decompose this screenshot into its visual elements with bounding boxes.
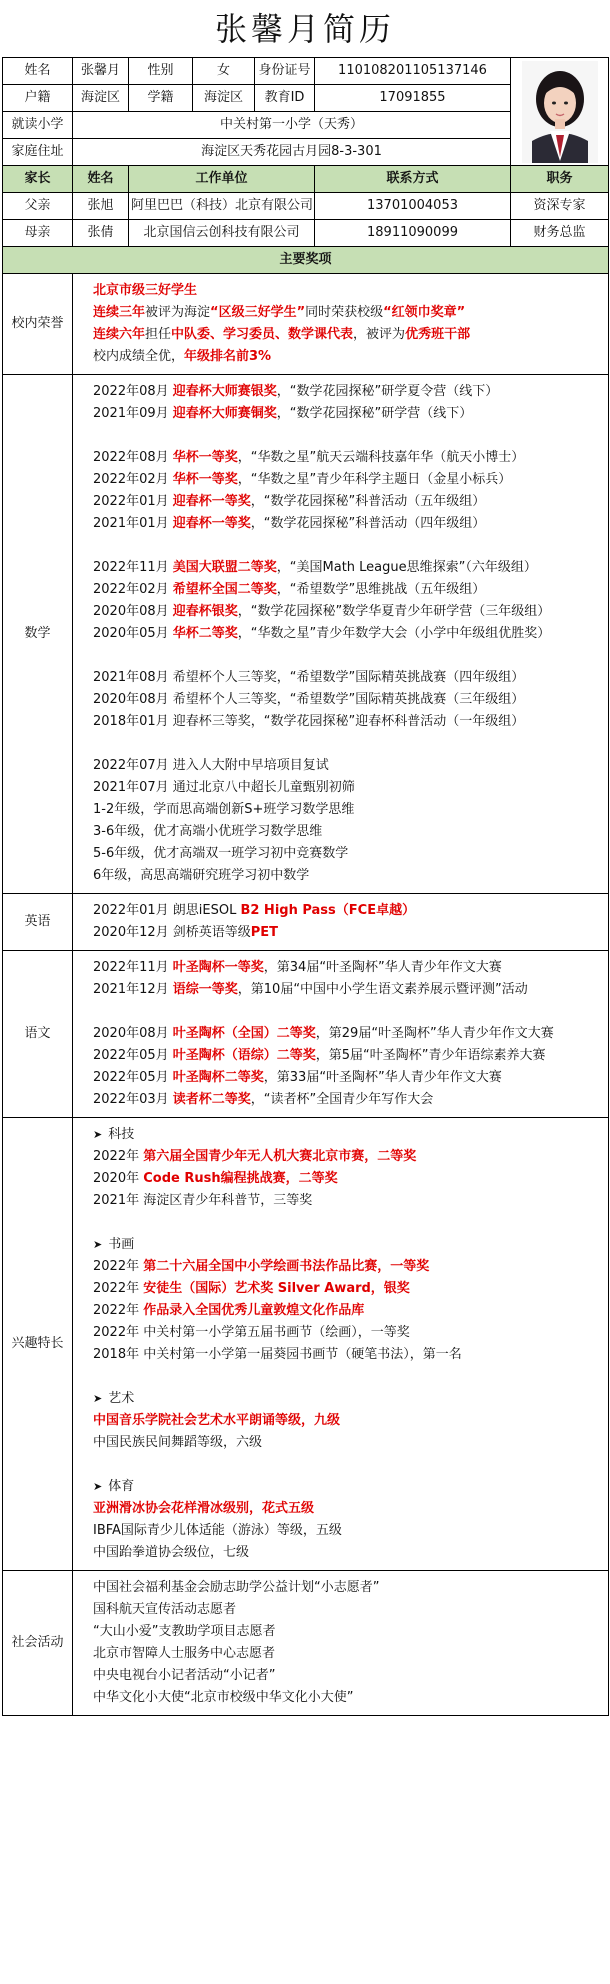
highlight-text: 华杯一等奖: [172, 450, 238, 465]
basic-row-1: [3, 58, 609, 85]
award-line: [93, 579, 604, 601]
highlight-text: 中队委、学习委员、数学课代表: [171, 327, 354, 342]
text: 被评为海淀: [145, 305, 211, 320]
section-content: [73, 951, 609, 1118]
award-line: [93, 1234, 604, 1256]
text: 担任: [145, 327, 172, 342]
text: 2022年 中关村第一小学第五届书画节（绘画），一等奖: [93, 1325, 410, 1340]
family-header: 工作单位: [129, 166, 315, 193]
award-line: [93, 1322, 604, 1344]
section-content: [73, 375, 609, 894]
section-row: [3, 951, 609, 1118]
text: 2022年03月: [93, 1092, 173, 1107]
text: 2022年01月 朗思iESOL: [93, 903, 241, 918]
award-line: [93, 821, 604, 843]
highlight-text: 叶圣陶杯二等奖: [172, 1070, 264, 1085]
text: 2021年01月: [93, 516, 173, 531]
parent-name: 张倩: [73, 220, 129, 247]
spacer: [93, 1212, 604, 1234]
text: 2021年12月: [93, 982, 173, 997]
award-line: [93, 1023, 604, 1045]
award-line: [93, 865, 604, 887]
text: ，“华数之星”青少年数学大会（小学中年级组优胜奖）: [237, 626, 551, 641]
text: 同时荣获校级: [305, 305, 384, 320]
award-line: [93, 280, 604, 302]
text: ，第33届“叶圣陶杯”华人青少年作文大赛: [263, 1070, 502, 1085]
family-header: 姓名: [73, 166, 129, 193]
text: 中国社会福利基金会励志助学公益计划“小志愿者”: [93, 1580, 380, 1595]
text: 国科航天宣传活动志愿者: [93, 1602, 237, 1617]
text: 2022年08月: [93, 450, 173, 465]
section-row: [3, 274, 609, 375]
award-sections: [3, 274, 609, 1716]
awards-header-row: [3, 247, 609, 274]
text: 2021年 海淀区青少年科普节，三等奖: [93, 1193, 313, 1208]
award-line: [93, 1643, 604, 1665]
address-value: 海淀区天秀花园古月园8-3-301: [73, 139, 511, 166]
text: ，“数学花园探秘”研学营（线下）: [276, 406, 473, 421]
highlight-text: 迎春杯大师赛铜奖: [172, 406, 277, 421]
section-content: [73, 274, 609, 375]
highlight-text: 第六届全国青少年无人机大赛北京市赛，二等奖: [143, 1149, 417, 1164]
text: 中国跆拳道协会级位，七级: [93, 1545, 250, 1560]
text: 2021年08月 希望杯个人三等奖，“希望数学”国际精英挑战赛（四年级组）: [93, 670, 525, 685]
hukou-label: 户籍: [3, 85, 73, 112]
text: 2022年: [93, 1259, 144, 1274]
text: ，“华数之星”航天云端科技嘉年华（航天小博士）: [237, 450, 525, 465]
text: 2022年: [93, 1303, 144, 1318]
section-label: 英语: [3, 894, 73, 951]
highlight-text: 中国音乐学院社会艺术水平朗诵等级，九级: [93, 1413, 341, 1428]
text: 2020年08月: [93, 1026, 173, 1041]
award-line: [93, 1300, 604, 1322]
text: ，第10届“中国中小学生语文素养展示暨评测”活动: [237, 982, 528, 997]
xueji-label: 学籍: [129, 85, 193, 112]
text: 2020年12月 剑桥英语等级: [93, 925, 251, 940]
award-line: [93, 1256, 604, 1278]
award-line: [93, 601, 604, 623]
award-line: [93, 1520, 604, 1542]
highlight-text: 迎春杯大师赛银奖: [172, 384, 277, 399]
highlight-text: 亚洲滑冰协会花样滑冰级别，花式五级: [93, 1501, 315, 1516]
award-line: [93, 1045, 604, 1067]
id-value: 110108201105137146: [315, 58, 511, 85]
text: 2021年07月 通过北京八中超长儿童甄别初筛: [93, 780, 355, 795]
xueji-value: 海淀区: [193, 85, 255, 112]
id-label: 身份证号: [255, 58, 315, 85]
school-value: 中关村第一小学（天秀）: [73, 112, 511, 139]
text: 2022年05月: [93, 1048, 173, 1063]
highlight-text: Code Rush编程挑战赛，二等奖: [143, 1171, 338, 1186]
section-row: [3, 1571, 609, 1716]
relation: 父亲: [3, 193, 73, 220]
text: 2020年05月: [93, 626, 173, 641]
section-row: [3, 1118, 609, 1571]
phone: 18911090099: [315, 220, 511, 247]
award-line: [93, 469, 604, 491]
award-line: [93, 667, 604, 689]
job-title: 财务总监: [511, 220, 609, 247]
award-line: [93, 1388, 604, 1410]
family-row: [3, 220, 609, 247]
spacer: [93, 425, 604, 447]
subsection-heading: 体育: [108, 1479, 135, 1494]
award-line: [93, 957, 604, 979]
text: ，“数学花园探秘”科普活动（五年级组）: [250, 494, 486, 509]
highlight-text: 美国大联盟二等奖: [172, 560, 277, 575]
spacer: [93, 645, 604, 667]
text: 中央电视台小记者活动“小记者”: [93, 1668, 276, 1683]
employer: 阿里巴巴（科技）北京有限公司: [129, 193, 315, 220]
spacer: [93, 535, 604, 557]
award-line: [93, 1432, 604, 1454]
award-line: [93, 979, 604, 1001]
award-line: [93, 557, 604, 579]
text: ，“美国Math League思维探索”（六年级组）: [276, 560, 537, 575]
award-line: [93, 843, 604, 865]
gender-value: 女: [193, 58, 255, 85]
employer: 北京国信云创科技有限公司: [129, 220, 315, 247]
award-line: [93, 491, 604, 513]
school-label: 就读小学: [3, 112, 73, 139]
highlight-text: 优秀班干部: [405, 327, 471, 342]
highlight-text: 叶圣陶杯一等奖: [172, 960, 264, 975]
spacer: [93, 1001, 604, 1023]
section-label: 校内荣誉: [3, 274, 73, 375]
highlight-text: 北京市级三好学生: [93, 283, 198, 298]
awards-header: 主要奖项: [3, 247, 609, 274]
award-line: [93, 1621, 604, 1643]
text: 2018年01月 迎春杯三等奖，“数学花园探秘”迎春杯科普活动（一年级组）: [93, 714, 525, 729]
highlight-text: 迎春杯一等奖: [172, 494, 251, 509]
text: 6年级，高思高端研究班学习初中数学: [93, 868, 310, 883]
award-line: [93, 1599, 604, 1621]
award-line: [93, 1278, 604, 1300]
text: 2022年02月: [93, 582, 173, 597]
text: 2020年08月: [93, 604, 173, 619]
award-line: [93, 1476, 604, 1498]
subsection-heading: 艺术: [108, 1391, 135, 1406]
text: 5-6年级，优才高端双一班学习初中竞赛数学: [93, 846, 349, 861]
section-content: [73, 1118, 609, 1571]
section-content: [73, 1571, 609, 1716]
highlight-text: 迎春杯银奖: [172, 604, 238, 619]
award-line: [93, 1089, 604, 1111]
award-line: [93, 1665, 604, 1687]
address-label: 家庭住址: [3, 139, 73, 166]
award-line: [93, 799, 604, 821]
section-label: 语文: [3, 951, 73, 1118]
parent-name: 张旭: [73, 193, 129, 220]
highlight-text: 读者杯二等奖: [172, 1092, 251, 1107]
highlight-text: 迎春杯一等奖: [172, 516, 251, 531]
text: ，第34届“叶圣陶杯”华人青少年作文大赛: [263, 960, 502, 975]
text: ，第5届“叶圣陶杯”青少年语综素养大赛: [315, 1048, 546, 1063]
spacer: [93, 733, 604, 755]
award-line: [93, 755, 604, 777]
award-line: [93, 689, 604, 711]
award-line: [93, 1577, 604, 1599]
award-line: [93, 1190, 604, 1212]
family-header: 职务: [511, 166, 609, 193]
text: 2022年: [93, 1281, 144, 1296]
award-line: [93, 346, 604, 368]
family-row: [3, 193, 609, 220]
award-line: [93, 381, 604, 403]
award-line: [93, 1146, 604, 1168]
text: ，第29届“叶圣陶杯”华人青少年作文大赛: [315, 1026, 554, 1041]
award-line: [93, 1067, 604, 1089]
avatar: [522, 61, 598, 163]
text: 2022年11月: [93, 960, 173, 975]
section-row: [3, 894, 609, 951]
name-label: 姓名: [3, 58, 73, 85]
award-line: [93, 513, 604, 535]
highlight-text: 作品录入全国优秀儿童敦煌文化作品库: [143, 1303, 365, 1318]
relation: 母亲: [3, 220, 73, 247]
text: 2022年11月: [93, 560, 173, 575]
award-line: [93, 302, 604, 324]
award-line: [93, 922, 604, 944]
highlight-text: 叶圣陶杯（语综）二等奖: [172, 1048, 316, 1063]
photo-cell: [511, 58, 609, 166]
eduid-value: 17091855: [315, 85, 511, 112]
section-label: 数学: [3, 375, 73, 894]
highlight-text: 希望杯全国二等奖: [172, 582, 277, 597]
arrow-bullet-icon: ➤: [93, 1480, 103, 1493]
highlight-text: 语综一等奖: [172, 982, 238, 997]
award-line: [93, 711, 604, 733]
award-line: [93, 1344, 604, 1366]
text: 2022年: [93, 1149, 144, 1164]
award-line: [93, 623, 604, 645]
highlight-text: 华杯一等奖: [172, 472, 238, 487]
arrow-bullet-icon: ➤: [93, 1128, 103, 1141]
highlight-text: 连续六年: [93, 327, 146, 342]
highlight-text: PET: [250, 925, 279, 940]
highlight-text: 第二十六届全国中小学绘画书法作品比赛，一等奖: [143, 1259, 430, 1274]
award-line: [93, 1542, 604, 1564]
text: 3-6年级，优才高端小优班学习数学思维: [93, 824, 323, 839]
resume-table: [2, 57, 609, 1716]
arrow-bullet-icon: ➤: [93, 1392, 103, 1405]
page-title: 张馨月简历: [214, 10, 395, 48]
award-line: [93, 403, 604, 425]
hukou-value: 海淀区: [73, 85, 129, 112]
text: 2022年05月: [93, 1070, 173, 1085]
job-title: 资深专家: [511, 193, 609, 220]
name-value: 张馨月: [73, 58, 129, 85]
family-header-row: [3, 166, 609, 193]
text: “大山小爱”支教助学项目志愿者: [93, 1624, 276, 1639]
award-line: [93, 324, 604, 346]
text: 2022年08月: [93, 384, 173, 399]
family-header: 家长: [3, 166, 73, 193]
text: 2022年01月: [93, 494, 173, 509]
section-label: 兴趣特长: [3, 1118, 73, 1571]
highlight-text: 安徒生（国际）艺术奖 Silver Award，银奖: [143, 1281, 410, 1296]
text: ，“数学花园探秘”研学夏令营（线下）: [276, 384, 499, 399]
text: IBFA国际青少儿体适能（游泳）等级，五级: [93, 1523, 342, 1538]
text: 2022年02月: [93, 472, 173, 487]
text: 2018年 中关村第一小学第一届葵园书画节（硬笔书法），第一名: [93, 1347, 462, 1362]
text: 校内成绩全优，: [93, 349, 185, 364]
text: 2021年09月: [93, 406, 173, 421]
text: 中国民族民间舞蹈等级，六级: [93, 1435, 263, 1450]
text: ，被评为: [353, 327, 406, 342]
spacer: [93, 1366, 604, 1388]
gender-label: 性别: [129, 58, 193, 85]
arrow-bullet-icon: ➤: [93, 1238, 103, 1251]
eduid-label: 教育ID: [255, 85, 315, 112]
text: 北京市智障人士服务中心志愿者: [93, 1646, 276, 1661]
highlight-text: 连续三年: [93, 305, 146, 320]
highlight-text: “区级三好学生”: [210, 305, 306, 320]
text: ，“读者杯”全国青少年写作大会: [250, 1092, 434, 1107]
award-line: [93, 1410, 604, 1432]
highlight-text: 华杯二等奖: [172, 626, 238, 641]
highlight-text: 叶圣陶杯（全国）二等奖: [172, 1026, 316, 1041]
text: ，“华数之星”青少年科学主题日（金星小标兵）: [237, 472, 512, 487]
text: 2020年08月 希望杯个人三等奖，“希望数学”国际精英挑战赛（三年级组）: [93, 692, 525, 707]
section-content: [73, 894, 609, 951]
section-label: 社会活动: [3, 1571, 73, 1716]
text: ，“希望数学”思维挑战（五年级组）: [276, 582, 486, 597]
text: ，“数学花园探秘”科普活动（四年级组）: [250, 516, 486, 531]
award-line: [93, 1124, 604, 1146]
text: 2022年07月 进入人大附中早培项目复试: [93, 758, 329, 773]
text: 1-2年级，学而思高端创新S+班学习数学思维: [93, 802, 355, 817]
award-line: [93, 1498, 604, 1520]
award-line: [93, 447, 604, 469]
subsection-heading: 科技: [108, 1127, 135, 1142]
highlight-text: “红领巾奖章”: [383, 305, 466, 320]
section-row: [3, 375, 609, 894]
spacer: [93, 1454, 604, 1476]
highlight-text: 年级排名前3%: [184, 349, 272, 364]
award-line: [93, 900, 604, 922]
award-line: [93, 1168, 604, 1190]
highlight-text: B2 High Pass（FCE卓越）: [240, 903, 416, 918]
text: 2020年: [93, 1171, 144, 1186]
text: ，“数学花园探秘”数学华夏青少年研学营（三年级组）: [237, 604, 551, 619]
family-header: 联系方式: [315, 166, 511, 193]
award-line: [93, 777, 604, 799]
award-line: [93, 1687, 604, 1709]
phone: 13701004053: [315, 193, 511, 220]
text: 中华文化小大使“北京市校级中华文化小大使”: [93, 1690, 354, 1705]
subsection-heading: 书画: [108, 1237, 135, 1252]
